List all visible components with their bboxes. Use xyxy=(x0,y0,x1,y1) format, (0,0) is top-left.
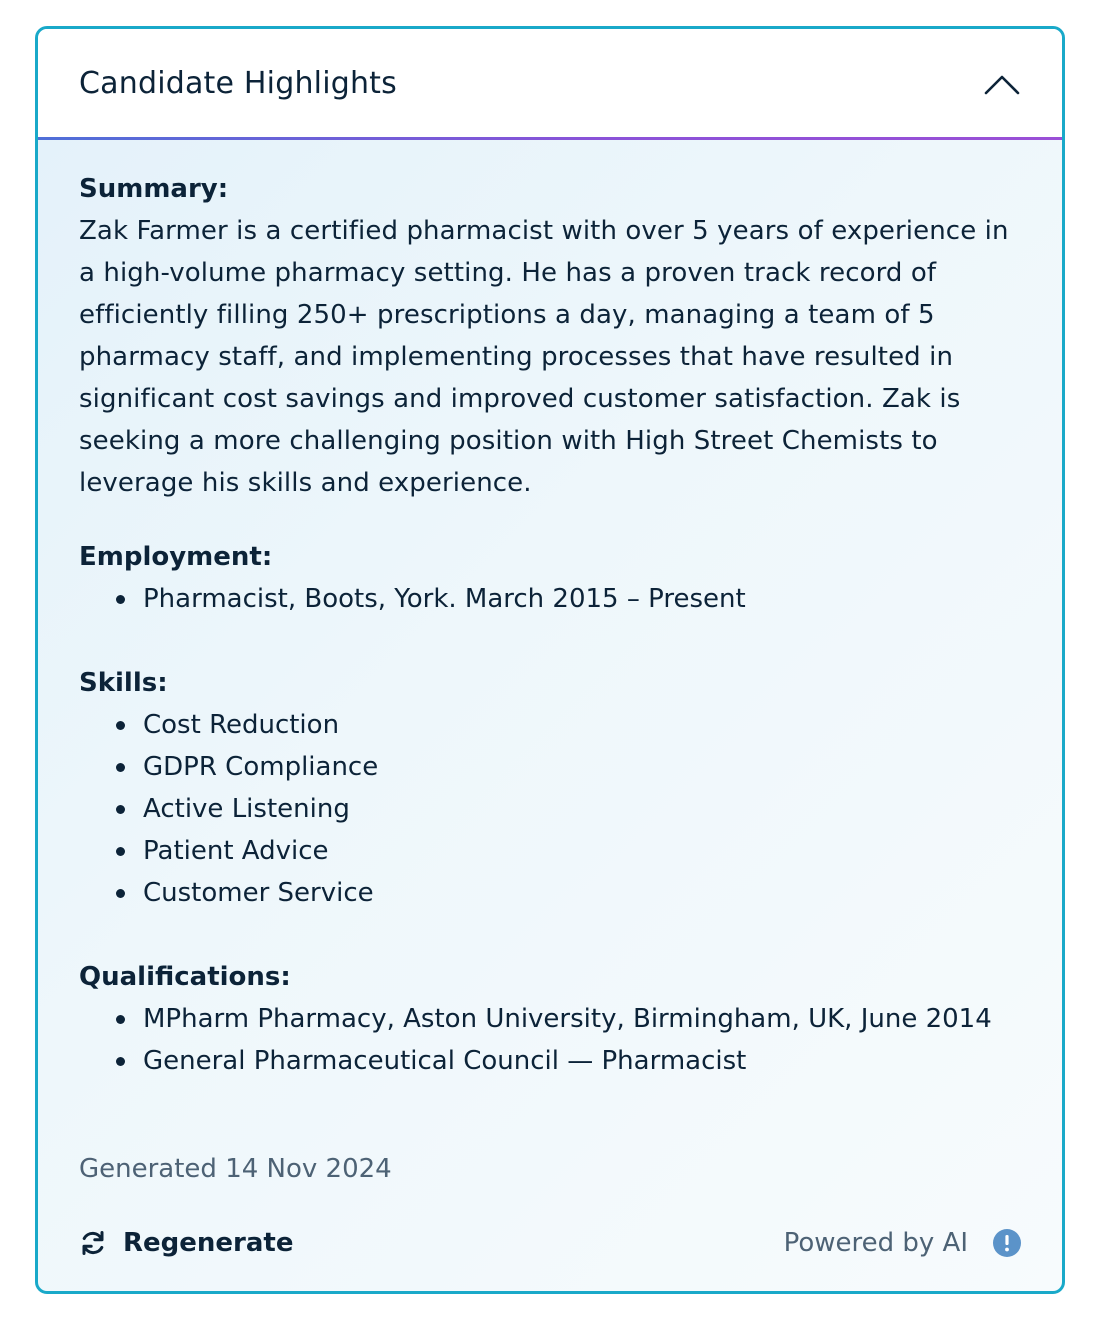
skills-list xyxy=(79,704,1024,914)
employment-list xyxy=(79,578,1024,620)
card-header[interactable] xyxy=(38,29,1062,140)
list-item: Patient Advice xyxy=(79,830,1024,872)
summary-section xyxy=(79,168,1024,504)
refresh-icon xyxy=(79,1229,107,1257)
qualifications-section xyxy=(79,956,1024,1082)
list-item: Customer Service xyxy=(79,872,1024,914)
skills-heading: Skills: xyxy=(79,668,168,698)
info-icon[interactable] xyxy=(992,1228,1022,1258)
collapse-button[interactable] xyxy=(982,65,1022,105)
skills-section xyxy=(79,662,1024,914)
list-item: Active Listening xyxy=(79,788,1024,830)
regenerate-label: Regenerate xyxy=(123,1228,294,1258)
chevron-up-icon xyxy=(982,65,1022,105)
summary-text: Zak Farmer is a certified pharmacist with over 5 years of experience in a high-volume pharmacy setting. He has a proven track record of efficiently filling 250+ prescriptions a day, managing a team of 5 pharmacy staff, and implementing processes that have resulted in significant cost savings and improved customer satisfaction. Zak is seeking a more challenging position with High Street Chemists to leverage his skills and experience. xyxy=(79,216,1009,498)
candidate-highlights-card xyxy=(35,26,1065,1294)
qualifications-heading: Qualifications: xyxy=(79,962,291,992)
regenerate-button[interactable] xyxy=(79,1222,293,1264)
list-item: Pharmacist, Boots, York. March 2015 – Present xyxy=(79,578,1024,620)
card-body xyxy=(79,168,1024,1082)
list-item: GDPR Compliance xyxy=(79,746,1024,788)
generated-date: Generated 14 Nov 2024 xyxy=(79,1154,392,1184)
list-item: Cost Reduction xyxy=(79,704,1024,746)
list-item: General Pharmaceutical Council — Pharmacist xyxy=(79,1040,1024,1082)
list-item: MPharm Pharmacy, Aston University, Birmingham, UK, June 2014 xyxy=(79,998,1024,1040)
powered-by-label: Powered by AI xyxy=(783,1228,968,1258)
employment-section xyxy=(79,536,1024,620)
powered-by-ai xyxy=(784,1222,1022,1264)
card-title: Candidate Highlights xyxy=(79,66,397,101)
summary-heading: Summary: xyxy=(79,174,229,204)
qualifications-list xyxy=(79,998,1024,1082)
employment-heading: Employment: xyxy=(79,542,273,572)
